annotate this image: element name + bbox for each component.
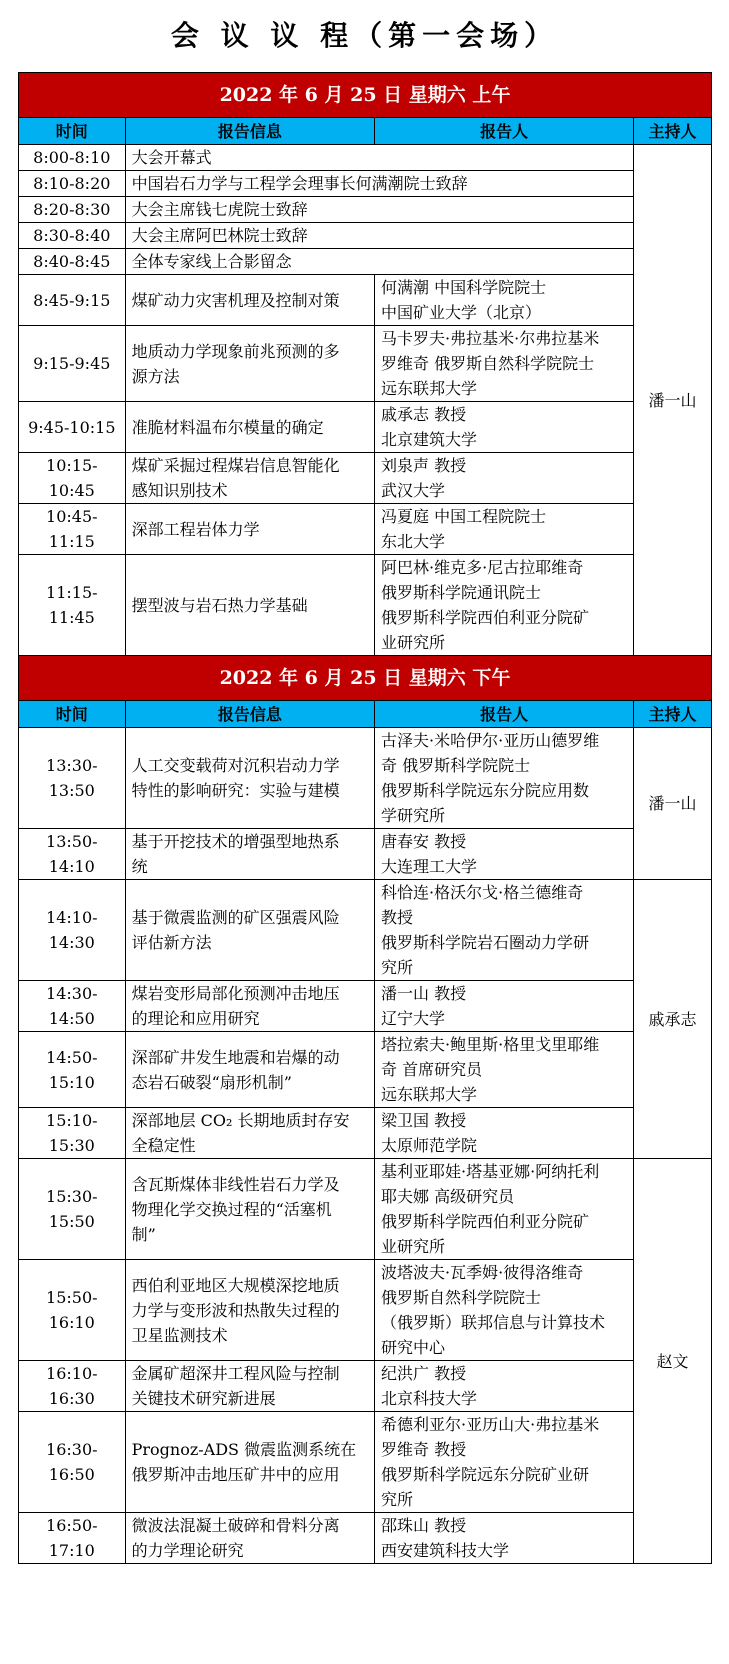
agenda-row: [19, 555, 712, 656]
session-host: 戚承志: [634, 880, 712, 1159]
session-title-line: 基于开挖技术的增强型地热系: [131, 832, 340, 851]
session-title-line: 大会开幕式: [131, 148, 212, 167]
session-title: [125, 275, 374, 326]
column-header-host: 主持人: [634, 701, 712, 728]
session-speaker-line: 罗维奇 教授: [381, 1440, 467, 1459]
session-title-line: 中国岩石力学与工程学会理事长何满潮院士致辞: [131, 174, 468, 193]
session-speaker: [375, 1032, 634, 1108]
column-header-row: [19, 701, 712, 728]
session-speaker-line: 西安建筑科技大学: [381, 1541, 510, 1560]
session-speaker-line: （俄罗斯）联邦信息与计算技术: [381, 1313, 606, 1332]
session-speaker-line: 阿巴林·维克多·尼古拉耶维奇: [381, 558, 584, 577]
agenda-row: [19, 402, 712, 453]
session-title: [125, 171, 634, 197]
session-title-line: 摆型波与岩石热力学基础: [131, 595, 308, 615]
session-speaker-line: 大连理工大学: [381, 857, 478, 876]
session-title-line: 全体专家线上合影留念: [131, 252, 292, 271]
agenda-row: [19, 1108, 712, 1159]
session-title: [125, 1260, 374, 1361]
agenda-row: [19, 249, 712, 275]
session-time: 15:30-15:50: [19, 1159, 126, 1260]
session-speaker-line: 业研究所: [381, 633, 446, 652]
agenda-row: [19, 145, 712, 171]
session-speaker-line: 冯夏庭 中国工程院院士: [381, 507, 547, 526]
agenda-row: [19, 326, 712, 402]
column-header-info: 报告信息: [125, 118, 374, 145]
session-speaker: [375, 504, 634, 555]
session-speaker-line: 唐春安 教授: [381, 832, 467, 851]
session-speaker: [375, 1412, 634, 1513]
session-speaker-line: 究所: [381, 958, 414, 977]
agenda-row: [19, 504, 712, 555]
session-speaker-line: 俄罗斯科学院岩石圈动力学研: [381, 933, 590, 952]
section-heading: 2022 年 6 月 25 日 星期六 上午: [19, 73, 712, 118]
session-title-line: 统: [131, 857, 148, 876]
column-header-host: 主持人: [634, 118, 712, 145]
column-header-time: 时间: [19, 118, 126, 145]
session-title: [125, 1513, 374, 1564]
session-speaker-line: 中国矿业大学（北京）: [381, 303, 542, 322]
column-header-speaker: 报告人: [375, 701, 634, 728]
session-title: [125, 1412, 374, 1513]
agenda-row: [19, 171, 712, 197]
agenda-row: [19, 728, 712, 829]
session-speaker-line: 学研究所: [381, 806, 446, 825]
session-title-line: 俄罗斯冲击地压矿井中的应用: [131, 1465, 340, 1484]
session-speaker-line: 基利亚耶娃·塔基亚娜·阿纳托利: [381, 1162, 600, 1181]
session-speaker-line: 梁卫国 教授: [381, 1111, 467, 1130]
session-time: 16:10-16:30: [19, 1361, 126, 1412]
session-title: [125, 1032, 374, 1108]
agenda-row: [19, 829, 712, 880]
session-speaker-line: 俄罗斯科学院西伯利亚分院矿: [381, 1212, 590, 1231]
session-title: [125, 453, 374, 504]
session-speaker-line: 俄罗斯自然科学院院士: [381, 1288, 542, 1307]
session-title: [125, 829, 374, 880]
session-title-line: 地质动力学现象前兆预测的多: [131, 341, 340, 361]
session-speaker: [375, 1260, 634, 1361]
session-title-line: 的力学理论研究: [131, 1541, 244, 1560]
session-host: 潘一山: [634, 145, 712, 656]
session-speaker-line: 业研究所: [381, 1237, 446, 1256]
session-title-line: 态岩石破裂“扇形机制”: [131, 1072, 292, 1092]
session-speaker: [375, 1159, 634, 1260]
session-title-line: 力学与变形波和热散失过程的: [131, 1300, 340, 1320]
session-title: [125, 728, 374, 829]
session-speaker-line: 俄罗斯科学院西伯利亚分院矿: [381, 608, 590, 627]
agenda-row: [19, 1260, 712, 1361]
session-title: [125, 197, 634, 223]
session-speaker-line: 北京科技大学: [381, 1389, 478, 1408]
session-time: 14:10-14:30: [19, 880, 126, 981]
column-header-time: 时间: [19, 701, 126, 728]
session-title: [125, 555, 374, 656]
section-heading: 2022 年 6 月 25 日 星期六 下午: [19, 656, 712, 701]
session-speaker-line: 北京建筑大学: [381, 430, 478, 449]
session-speaker-line: 武汉大学: [381, 481, 446, 500]
session-speaker: [375, 1108, 634, 1159]
session-title-line: 基于微震监测的矿区强震风险: [131, 908, 340, 927]
session-speaker-line: 潘一山 教授: [381, 984, 467, 1003]
session-time: 10:15-10:45: [19, 453, 126, 504]
session-title-line: 评估新方法: [131, 933, 212, 952]
session-title-line: 煤矿动力灾害机理及控制对策: [131, 290, 340, 310]
session-title: [125, 326, 374, 402]
session-speaker-line: 究所: [381, 1490, 414, 1509]
session-time: 8:20-8:30: [19, 197, 126, 223]
session-time: 8:30-8:40: [19, 223, 126, 249]
agenda-row: [19, 1412, 712, 1513]
session-title-line: 深部工程岩体力学: [131, 519, 260, 539]
session-speaker-line: 科恰连·格沃尔戈·格兰德维奇: [381, 883, 584, 902]
session-speaker-line: 远东联邦大学: [381, 1085, 478, 1104]
session-time: 8:40-8:45: [19, 249, 126, 275]
session-time: 8:10-8:20: [19, 171, 126, 197]
session-speaker-line: 教授: [381, 908, 414, 927]
session-title: [125, 981, 374, 1032]
session-title-line: 大会主席阿巴林院士致辞: [131, 226, 308, 245]
session-speaker-line: 辽宁大学: [381, 1009, 446, 1028]
session-time: 15:50-16:10: [19, 1260, 126, 1361]
session-speaker-line: 古泽夫·米哈伊尔·亚历山德罗维: [381, 731, 600, 750]
session-speaker-line: 研究中心: [381, 1338, 446, 1357]
session-speaker: [375, 880, 634, 981]
session-speaker-line: 罗维奇 俄罗斯自然科学院院士: [381, 354, 595, 373]
session-title-line: 微波法混凝土破碎和骨料分离: [131, 1516, 340, 1535]
session-title: [125, 402, 374, 453]
column-header-row: [19, 118, 712, 145]
session-speaker: [375, 1513, 634, 1564]
session-speaker: [375, 1361, 634, 1412]
session-speaker: [375, 453, 634, 504]
session-speaker-line: 邵珠山 教授: [381, 1516, 467, 1535]
session-speaker-line: 马卡罗夫·弗拉基米·尔弗拉基米: [381, 329, 600, 348]
session-speaker: [375, 402, 634, 453]
session-title: [125, 1361, 374, 1412]
session-time: 9:15-9:45: [19, 326, 126, 402]
session-title: [125, 145, 634, 171]
session-time: 14:50-15:10: [19, 1032, 126, 1108]
agenda-row: [19, 275, 712, 326]
session-title: [125, 1108, 374, 1159]
session-title-line: 煤岩变形局部化预测冲击地压: [131, 984, 340, 1003]
session-title-line: 深部矿井发生地震和岩爆的动: [131, 1047, 340, 1067]
session-time: 16:50-17:10: [19, 1513, 126, 1564]
session-speaker-line: 太原师范学院: [381, 1136, 478, 1155]
column-header-speaker: 报告人: [375, 118, 634, 145]
session-title: [125, 1159, 374, 1260]
session-host: 潘一山: [634, 728, 712, 880]
session-speaker-line: 奇 首席研究员: [381, 1060, 483, 1079]
session-time: 16:30-16:50: [19, 1412, 126, 1513]
session-title: [125, 504, 374, 555]
session-title-line: 深部地层 CO₂ 长期地质封存安: [131, 1111, 350, 1130]
session-speaker-line: 戚承志 教授: [381, 405, 467, 424]
session-title-line: 大会主席钱七虎院士致辞: [131, 200, 308, 219]
session-title-line: 含瓦斯煤体非线性岩石力学及: [131, 1174, 340, 1194]
session-time: 14:30-14:50: [19, 981, 126, 1032]
agenda-row: [19, 1361, 712, 1412]
agenda-row: [19, 223, 712, 249]
session-speaker: [375, 829, 634, 880]
session-time: 10:45-11:15: [19, 504, 126, 555]
session-speaker: [375, 555, 634, 656]
column-header-info: 报告信息: [125, 701, 374, 728]
session-time: 13:30-13:50: [19, 728, 126, 829]
session-title-line: 准脆材料温布尔模量的确定: [131, 417, 324, 437]
session-speaker-line: 俄罗斯科学院通讯院士: [381, 583, 542, 602]
session-speaker-line: 希德利亚尔·亚历山大·弗拉基米: [381, 1415, 600, 1434]
session-speaker: [375, 728, 634, 829]
session-title: [125, 880, 374, 981]
session-title-line: 全稳定性: [131, 1136, 196, 1155]
session-speaker-line: 刘泉声 教授: [381, 456, 467, 475]
section-heading-row: [19, 656, 712, 701]
session-speaker-line: 何满潮 中国科学院院士: [381, 278, 547, 297]
session-title-line: 制”: [131, 1224, 156, 1244]
session-time: 9:45-10:15: [19, 402, 126, 453]
session-title-line: 感知识别技术: [131, 481, 228, 500]
session-title-line: 煤矿采掘过程煤岩信息智能化: [131, 456, 340, 475]
session-speaker-line: 纪洪广 教授: [381, 1364, 467, 1383]
session-speaker-line: 耶夫娜 高级研究员: [381, 1187, 515, 1206]
session-time: 15:10-15:30: [19, 1108, 126, 1159]
session-title-line: 金属矿超深井工程风险与控制: [131, 1364, 340, 1383]
session-title-line: 物理化学交换过程的“活塞机: [131, 1199, 332, 1219]
section-heading-row: [19, 73, 712, 118]
session-speaker: [375, 981, 634, 1032]
session-title-line: 源方法: [131, 366, 180, 386]
session-speaker: [375, 326, 634, 402]
session-title-line: 的理论和应用研究: [131, 1009, 260, 1028]
agenda-row: [19, 880, 712, 981]
session-speaker-line: 远东联邦大学: [381, 379, 478, 398]
session-time: 13:50-14:10: [19, 829, 126, 880]
session-title-line: 西伯利亚地区大规模深挖地质: [131, 1275, 340, 1295]
session-title-line: 特性的影响研究：实验与建模: [131, 781, 340, 800]
session-title-line: 人工交变载荷对沉积岩动力学: [131, 756, 340, 775]
session-speaker-line: 波塔波夫·瓦季姆·彼得洛维奇: [381, 1263, 584, 1282]
session-speaker: [375, 275, 634, 326]
agenda-table: [18, 72, 712, 1564]
agenda-row: [19, 1513, 712, 1564]
session-speaker-line: 东北大学: [381, 532, 446, 551]
session-speaker-line: 俄罗斯科学院远东分院矿业研: [381, 1465, 590, 1484]
session-title-line: Prognoz-ADS 微震监测系统在: [131, 1440, 357, 1459]
session-title: [125, 223, 634, 249]
session-time: 8:45-9:15: [19, 275, 126, 326]
agenda-row: [19, 981, 712, 1032]
agenda-row: [19, 197, 712, 223]
session-speaker-line: 塔拉索夫·鲍里斯·格里戈里耶维: [381, 1035, 600, 1054]
page-title: 会 议 议 程（第一会场）: [170, 19, 559, 52]
session-title-line: 关键技术研究新进展: [131, 1389, 276, 1408]
session-title: [125, 249, 634, 275]
agenda-row: [19, 453, 712, 504]
agenda-row: [19, 1032, 712, 1108]
session-title-line: 卫星监测技术: [131, 1325, 228, 1345]
session-speaker-line: 奇 俄罗斯科学院院士: [381, 756, 531, 775]
session-time: 8:00-8:10: [19, 145, 126, 171]
agenda-row: [19, 1159, 712, 1260]
session-speaker-line: 俄罗斯科学院远东分院应用数: [381, 781, 590, 800]
session-host: 赵文: [634, 1159, 712, 1564]
session-time: 11:15-11:45: [19, 555, 126, 656]
